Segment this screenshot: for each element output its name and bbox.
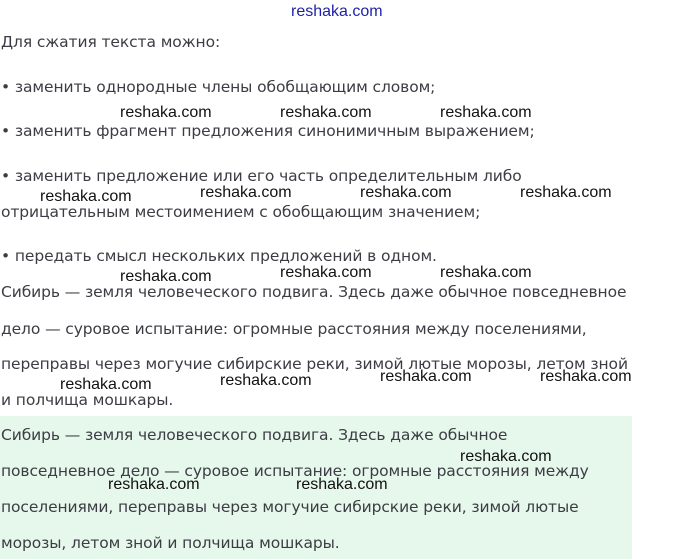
watermark: reshaka.com <box>440 104 532 121</box>
watermark: reshaka.com <box>40 188 132 205</box>
compressed-text-line: поселениями, переправы через могучие сибирские реки, зимой лютые <box>1 498 579 516</box>
compressed-text-line: морозы, летом зной и полчища мошкары. <box>1 534 340 552</box>
bullet-item: • заменить предложение или его часть определительным либо <box>1 167 522 185</box>
watermark: reshaka.com <box>296 476 388 493</box>
watermark: reshaka.com <box>520 184 612 201</box>
watermark-top: reshaka.com <box>291 3 383 20</box>
bullet-item: • заменить однородные члены обобщающим словом; <box>1 78 436 96</box>
watermark: reshaka.com <box>360 184 452 201</box>
original-text-line: дело — суровое испытание: огромные расстояния между поселениями, <box>1 320 587 338</box>
watermark: reshaka.com <box>280 104 372 121</box>
watermark: reshaka.com <box>108 476 200 493</box>
watermark: reshaka.com <box>120 268 212 285</box>
watermark: reshaka.com <box>60 376 152 393</box>
watermark: reshaka.com <box>540 368 632 385</box>
original-text-line: и полчища мошкары. <box>1 391 174 409</box>
original-text-line: Сибирь — земля человеческого подвига. Здесь даже обычное повседневное <box>1 283 627 301</box>
watermark: reshaka.com <box>220 372 312 389</box>
bullet-item: • заменить фрагмент предложения синонимичным выражением; <box>1 122 535 140</box>
compressed-text-line: повседневное дело — суровое испытание: огромные расстояния между <box>1 462 589 480</box>
watermark: reshaka.com <box>380 368 472 385</box>
watermark: reshaka.com <box>460 448 552 465</box>
watermark: reshaka.com <box>280 264 372 281</box>
bullet-item: • передать смысл нескольких предложений в одном. <box>1 247 437 265</box>
compressed-text-line: Сибирь — земля человеческого подвига. Здесь даже обычное <box>1 426 508 444</box>
watermark: reshaka.com <box>200 184 292 201</box>
intro-text: Для сжатия текста можно: <box>1 33 221 51</box>
watermark: reshaka.com <box>120 104 212 121</box>
bullet-item-continuation: отрицательным местоимением с обобщающим значением; <box>1 203 481 221</box>
watermark: reshaka.com <box>440 264 532 281</box>
original-text-line: переправы через могучие сибирские реки, зимой лютые морозы, летом зной <box>1 355 628 373</box>
